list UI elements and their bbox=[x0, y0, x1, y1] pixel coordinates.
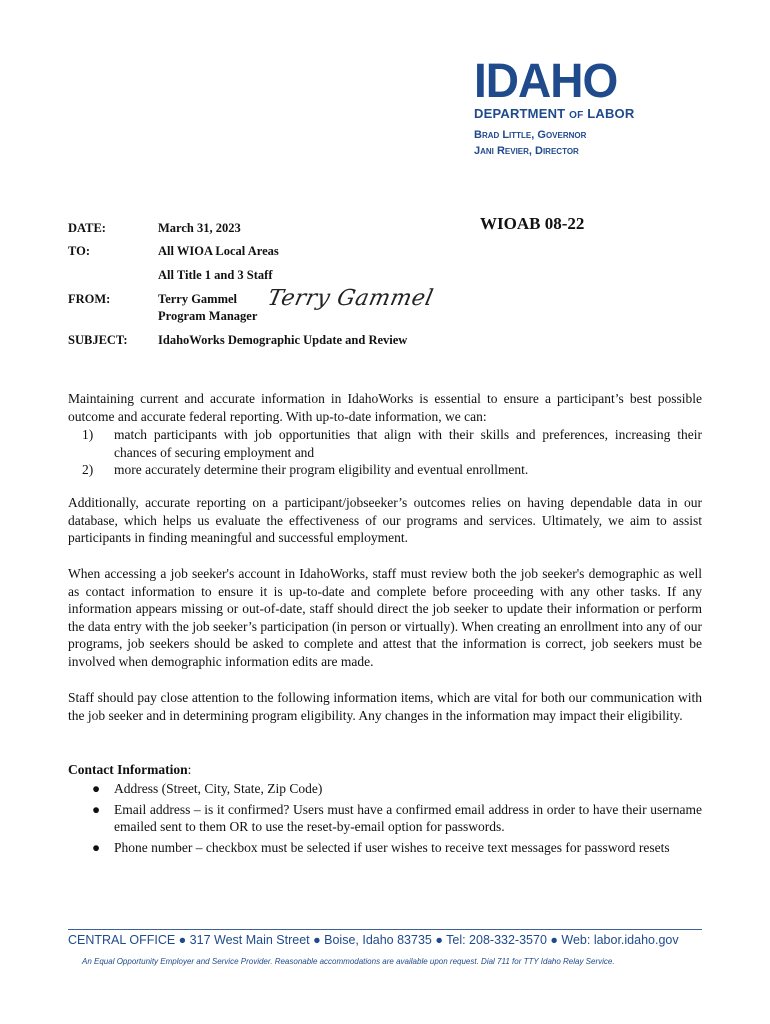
signature: Terry Gammel bbox=[265, 286, 436, 311]
date-label: DATE: bbox=[68, 221, 106, 235]
bullet-text: Address (Street, City, State, Zip Code) bbox=[114, 781, 323, 796]
footer-address: CENTRAL OFFICE ● 317 West Main Street ● Boise, Idaho 83735 ● Tel: 208-332-3570 ● Web: labor.idaho.gov bbox=[68, 933, 679, 947]
list-marker: 2) bbox=[82, 462, 94, 477]
footer-divider bbox=[68, 929, 702, 930]
to-recipient-1: All WIOA Local Areas bbox=[158, 244, 279, 258]
footer-eo-statement: An Equal Opportunity Employer and Service Provider. Reasonable accommodations are available upon request. Dial 711 for TTY Idaho Relay Service. bbox=[82, 957, 615, 966]
list-item bbox=[68, 780, 702, 798]
logo-idaho-wordmark: IDAHO bbox=[474, 52, 618, 108]
paragraph-3: When accessing a job seeker's account in IdahoWorks, staff must review both the job seeker's demographic as well as contact information to ensure it is up-to-date and complete before proceeding with any other tasks. If any information appears missing or out-of-date, staff should direct the job seeker to update their information or perform the data entry with the job seeker’s participation (in person or virtually). When creating an enrollment into any of our programs, job seekers should be asked to complete and attest that the information is correct, job seekers must be involved when demographic information edits are made. bbox=[68, 566, 702, 669]
bullet-text: Phone number – checkbox must be selected if user wishes to receive text messages for password resets bbox=[114, 839, 670, 855]
bullet-icon: ● bbox=[92, 781, 101, 796]
list-item bbox=[68, 461, 702, 479]
logo-department bbox=[474, 106, 664, 121]
contact-heading-text: Contact Information bbox=[68, 762, 188, 777]
date-value: March 31, 2023 bbox=[158, 221, 241, 235]
list-item bbox=[68, 426, 702, 461]
officials-block bbox=[474, 127, 664, 159]
idaho-dol-logo bbox=[474, 52, 664, 159]
to-label: TO: bbox=[68, 244, 90, 258]
list-item-text: more accurately determine their program eligibility and eventual enrollment. bbox=[114, 462, 529, 477]
list-marker: 1) bbox=[82, 427, 94, 442]
list-item bbox=[68, 801, 702, 836]
to-recipient-2: All Title 1 and 3 Staff bbox=[158, 268, 273, 282]
intro-paragraph: Maintaining current and accurate information in IdahoWorks is essential to ensure a participant’s best possible outcome and accurate federal reporting. With up-to-date information, we can: bbox=[68, 391, 702, 424]
director-line: Jani Revier, Director bbox=[474, 145, 579, 157]
bullet-icon: ● bbox=[92, 801, 101, 817]
contact-heading bbox=[68, 762, 191, 778]
logo-department-main: DEPARTMENT bbox=[474, 106, 566, 121]
memo-number: WIOAB 08-22 bbox=[480, 214, 585, 233]
paragraph-2: Additionally, accurate reporting on a participant/jobseeker’s outcomes relies on having dependable data in our database, which helps us evaluate the effectiveness of our programs and services. Ultimately, we aim to assist participants in finding meaningful and successful employment. bbox=[68, 495, 702, 545]
contact-heading-colon: : bbox=[187, 762, 192, 777]
contact-bullet-list bbox=[68, 780, 702, 859]
subject-label: SUBJECT: bbox=[68, 333, 128, 347]
from-title: Program Manager bbox=[158, 309, 258, 323]
subject-value: IdahoWorks Demographic Update and Review bbox=[158, 333, 408, 347]
paragraph-4: Staff should pay close attention to the following information items, which are vital for both our communication with the job seeker and in determining program eligibility. Any changes in the information may impact their eligibility. bbox=[68, 690, 702, 723]
numbered-list bbox=[68, 426, 702, 479]
bullet-text: Email address – is it confirmed? Users must have a confirmed email address in order to have their username emailed sent to them OR to use the reset-by-email option for passwords. bbox=[114, 801, 702, 834]
list-item bbox=[68, 839, 702, 857]
logo-department-of: OF bbox=[569, 110, 584, 121]
governor-line: Brad Little, Governor bbox=[474, 129, 587, 141]
from-label: FROM: bbox=[68, 292, 111, 306]
logo-department-end: LABOR bbox=[587, 106, 635, 121]
bullet-icon: ● bbox=[92, 839, 101, 855]
from-name: Terry Gammel bbox=[158, 292, 238, 306]
list-item-text: match participants with job opportunities that align with their skills and preferences, increasing their chances of securing employment and bbox=[114, 427, 702, 460]
